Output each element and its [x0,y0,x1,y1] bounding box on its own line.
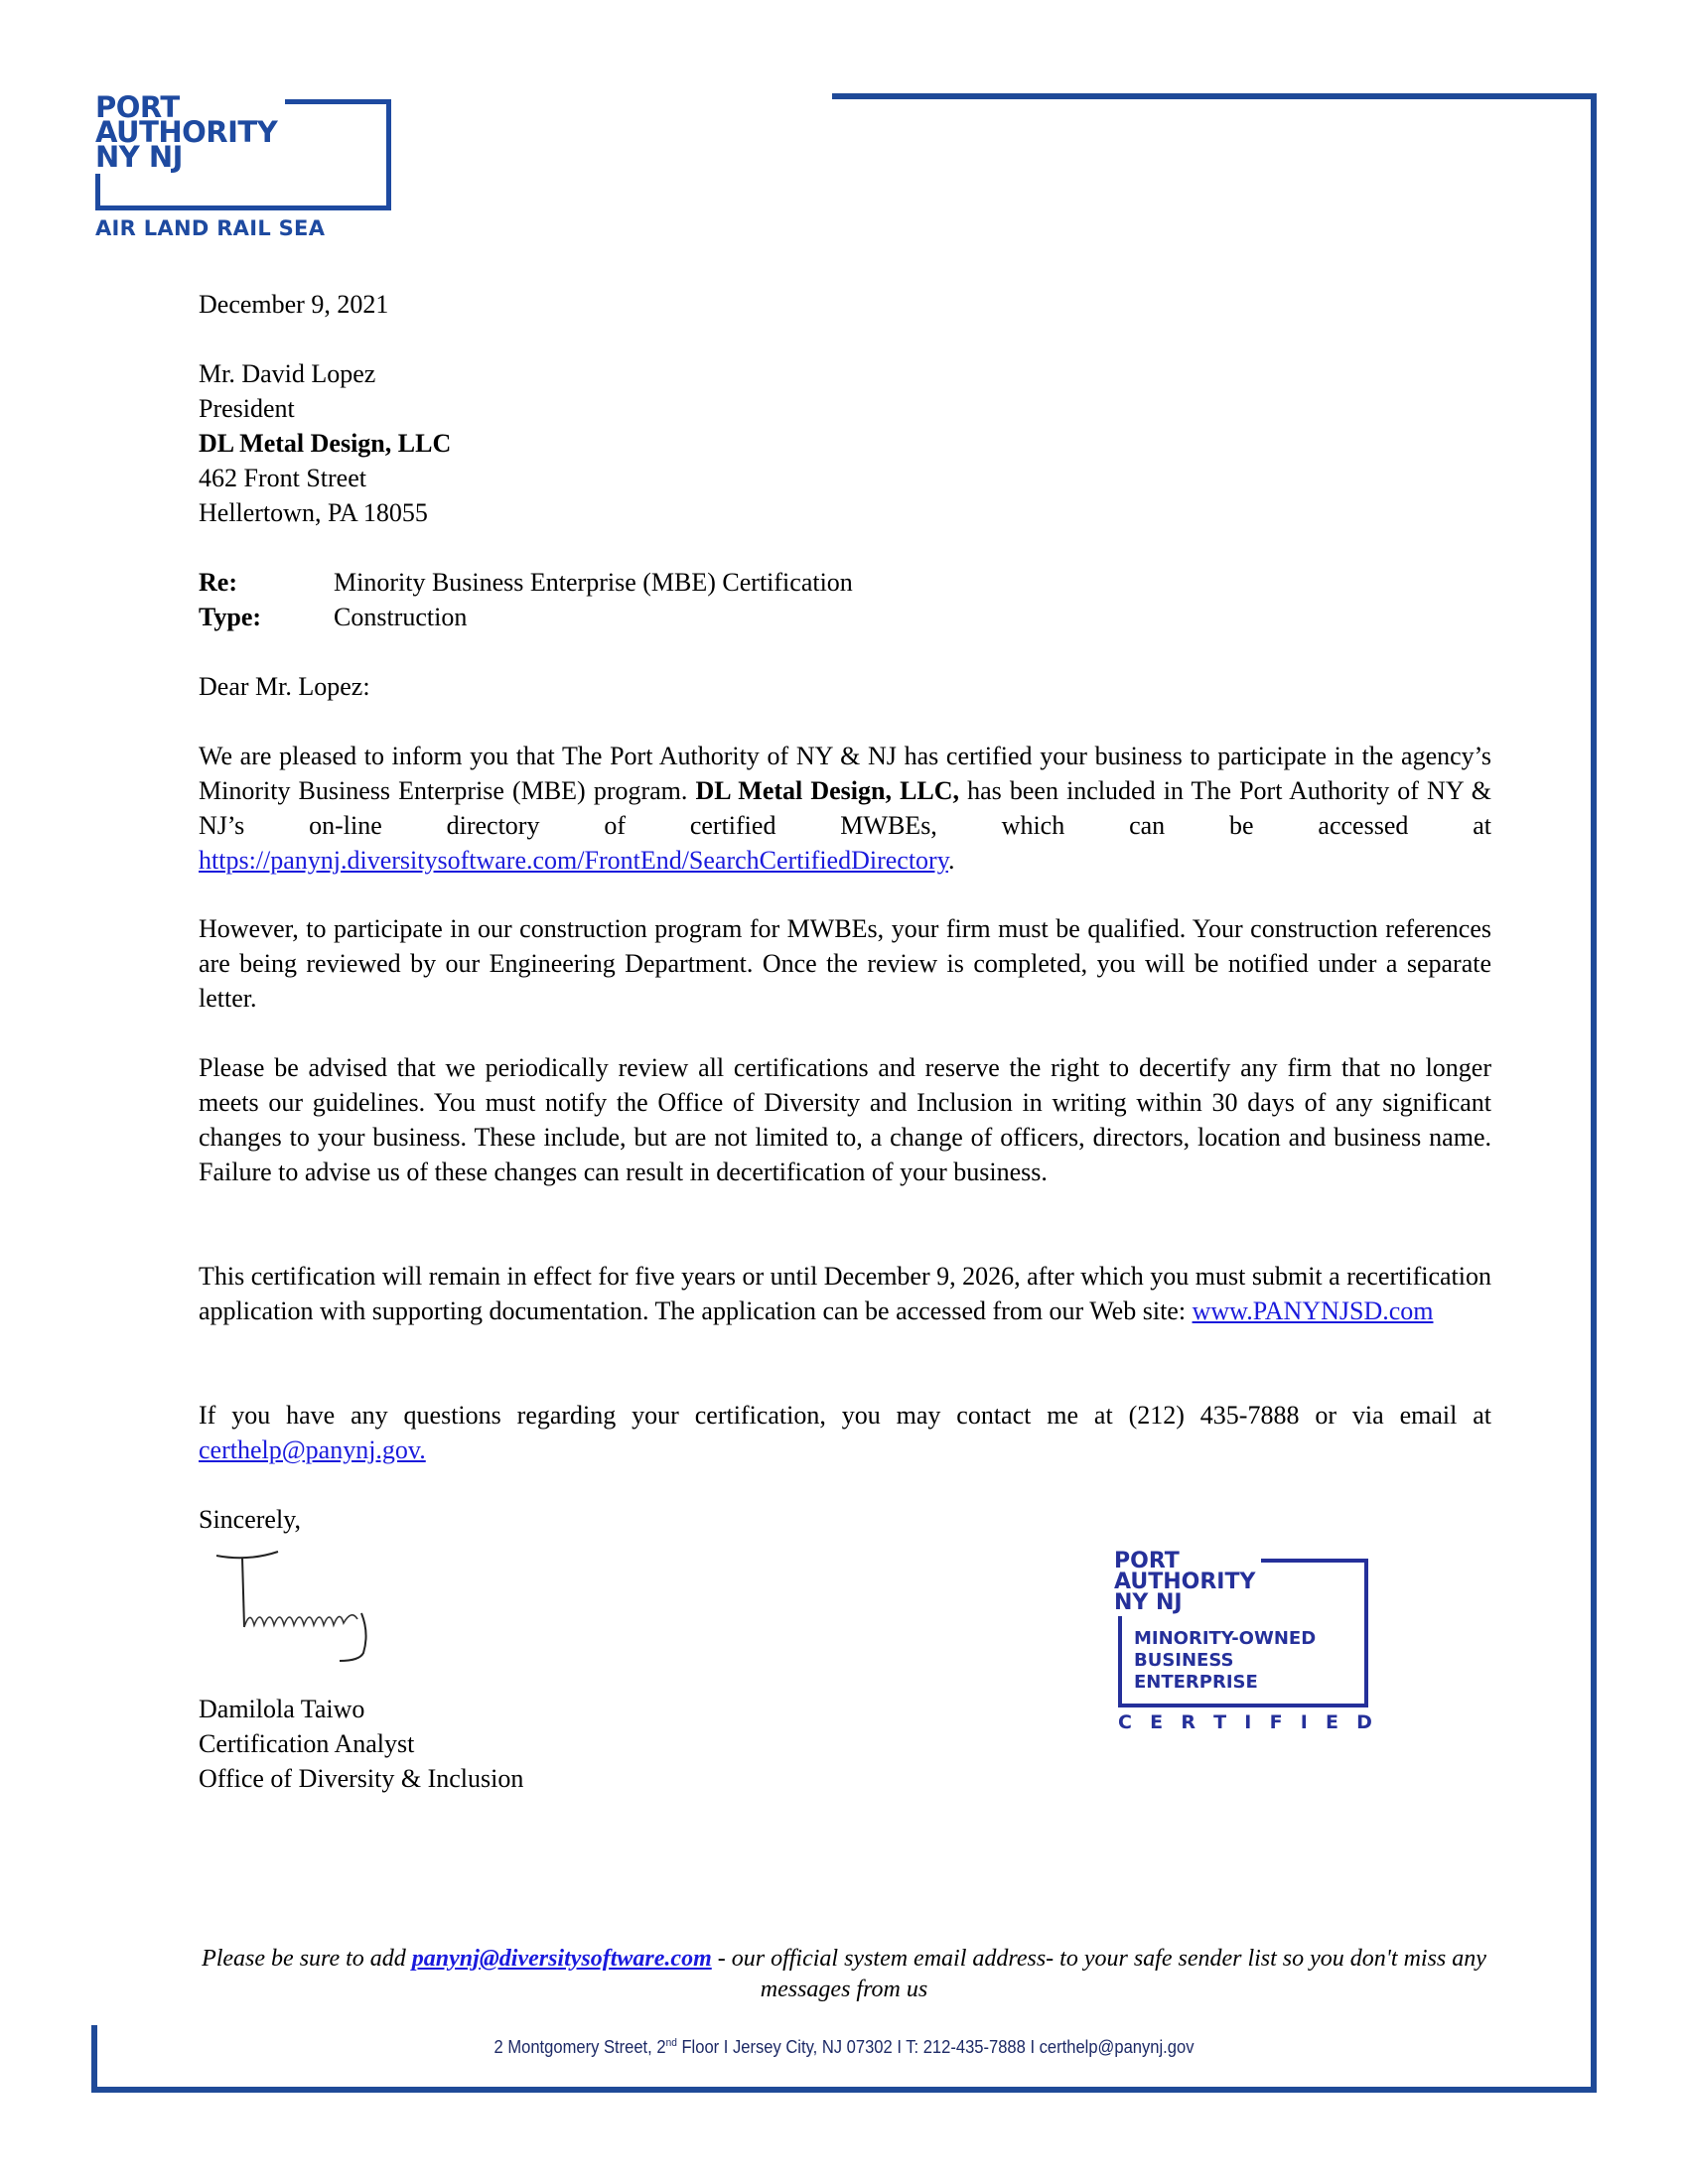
frame-bottom-border [91,2087,1597,2093]
badge-letter: C [1118,1711,1132,1733]
signer-name: Damilola Taiwo [199,1695,365,1723]
badge-letter: R [1181,1711,1196,1733]
address-text-b: Floor I Jersey City, NJ 07302 I T: 212-435-7888 I certhelp@panynj.gov [676,2037,1195,2057]
recipient-address [199,356,1491,530]
badge-line: NY NJ [1114,1590,1183,1615]
logo-wordmark [91,90,285,174]
signer-title: Certification Analyst [199,1729,415,1758]
salutation [199,669,1491,704]
re-value: Minority Business Enterprise (MBE) Certification [334,568,853,597]
mbe-certified-badge [1110,1549,1372,1734]
paragraph-1-text-a: We are pleased to inform you that The Port Authority of NY & NJ has certified your business to participate in the agency’s Minority Business Enterprise (MBE) program. [199,742,1491,805]
paragraph-1-company: DL Metal Design, LLC, [695,776,960,805]
system-email-link[interactable]: panynj@diversitysoftware.com [411,1946,712,1972]
type-value: Construction [334,603,468,631]
paragraph-1 [199,739,1491,878]
recipient-name: Mr. David Lopez [199,359,376,388]
note-text-a: Please be sure to add [202,1946,412,1972]
logo-line: NY NJ [95,140,183,174]
closing-text: Sincerely, [199,1505,301,1534]
paragraph-4 [199,1259,1491,1328]
paragraph-5-text: If you have any questions regarding your certification, you may contact me at (212) 435-7888 or via email at [199,1401,1491,1430]
directory-link[interactable]: https://panynj.diversitysoftware.com/FrontEnd/SearchCertifiedDirectory [199,846,949,875]
recipient-company: DL Metal Design, LLC [199,429,452,458]
logo-tagline: AIR LAND RAIL SEA [95,216,326,240]
subject-block [199,565,1491,634]
re-row [199,565,1491,600]
frame-top-border [832,93,1597,99]
badge-line: AUTHORITY [1114,1570,1256,1594]
badge-letter: T [1213,1711,1227,1733]
badge-inner-line: BUSINESS [1134,1650,1234,1671]
panynjsd-link[interactable]: www.PANYNJSD.com [1192,1297,1434,1325]
badge-wordmark [1110,1551,1261,1616]
badge-letter: E [1326,1711,1338,1733]
address-ordinal: nd [665,2037,677,2049]
footer-address [68,2037,1620,2058]
paragraph-4-text: This certification will remain in effect for five years or until December 9, 2026, after which you must submit a recertification application with supporting documentation. The application can be accessed from our Web site: [199,1262,1491,1325]
paragraph-3 [199,1050,1491,1189]
frame-right-border [1591,93,1597,2093]
letter-date [199,287,1491,322]
re-label: Re: [199,568,237,597]
address-text-a: 2 Montgomery Street, 2 [493,2037,666,2057]
paragraph-2 [199,911,1491,1016]
paragraph-3-text: Please be advised that we periodically review all certifications and reserve the right to decertify any firm that no longer meets our guidelines. You must notify the Office of Diversity and Inclusion in writing within 30 days of any significant changes to your business. These include, but are not limited to, a change of officers, directors, location and business name. Failure to advise us of these changes can result in decertification of your business. [199,1053,1491,1186]
badge-inner-line: MINORITY-OWNED [1134,1628,1317,1649]
safe-sender-note [179,1944,1509,2005]
badge-letter: I [1244,1711,1252,1733]
frame-left-border [91,2025,97,2093]
paragraph-5 [199,1398,1491,1467]
salutation-text: Dear Mr. Lopez: [199,672,370,701]
paragraph-1-text-b: has been included in The Port Authority of NY & NJ’s on-line directory of certified MWBEs, which can be accessed at [199,776,1491,840]
recipient-street: 462 Front Street [199,464,366,492]
badge-letter: E [1150,1711,1164,1733]
recipient-city: Hellertown, PA 18055 [199,498,428,527]
badge-letter: I [1300,1711,1308,1733]
date: December 9, 2021 [199,290,389,319]
port-authority-logo [95,90,403,246]
logo-line: AUTHORITY [95,115,278,149]
badge-line: PORT [1114,1549,1180,1573]
badge-letter: D [1356,1711,1372,1733]
badge-inner-line: ENTERPRISE [1134,1672,1258,1693]
certhelp-email-link[interactable]: certhelp@panynj.gov. [199,1435,426,1464]
recipient-title: President [199,394,295,423]
badge-certified-label [1118,1711,1372,1733]
closing [199,1502,1491,1537]
paragraph-2-text: However, to participate in our construction program for MWBEs, your firm must be qualified. Your construction references are being reviewed by our Engineering Department. Once the review is completed, you will be notified under a separate letter. [199,914,1491,1013]
badge-letter: F [1269,1711,1283,1733]
type-row [199,600,1491,634]
type-label: Type: [199,603,262,631]
handwritten-signature [209,1544,427,1673]
note-text-b: - our official system email address- to your safe sender list so you don't miss any messages from us [711,1946,1486,2002]
badge-designation [1134,1628,1316,1694]
logo-line: PORT [95,90,180,124]
signer-office: Office of Diversity & Inclusion [199,1764,524,1793]
paragraph-1-text-c: . [948,846,955,875]
